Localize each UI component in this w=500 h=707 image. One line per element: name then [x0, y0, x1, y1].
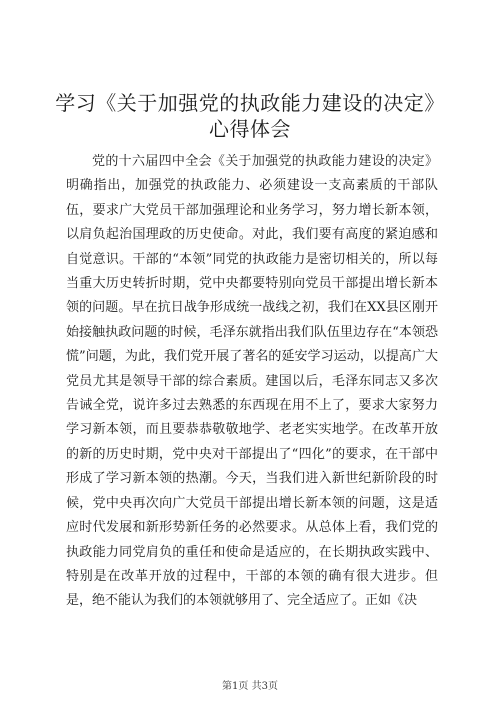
page-number-footer: 第1页 共3页 [222, 681, 278, 692]
body-paragraph: 党的十六届四中全会《关于加强党的执政能力建设的决定》明确指出，加强党的执政能力、必须建设一支高素质的干部队伍，要求广大党员干部加强理论和业务学习，努力增长新本领，以肩负起治国理政的历史使命。对此，我们要有高度的紧迫感和自觉意识。干部的“本领”同党的执政能力是密切相关的，所以每当重大历史转折时期，党中央都要特别向党员干部提出增长新本领的问题。早在抗日战争形成统一战线之初，我们在XX县区刚开始接触执政问题的时候，毛泽东就指出我们队伍里边存在“本领恐慌”问题，为此，我们党开展了著名的延安学习运动，以提高广大党员尤其是领导干部的综合素质。建国以后，毛泽东同志又多次告诫全党，说许多过去熟悉的东西现在用不上了，要求大家努力学习新本领，而且要恭恭敬敬地学、老老实实地学。在改革开放的新的历史时期，党中央对干部提出了“四化”的要求，在干部中形成了学习新本领的热潮。今天，当我们进入新世纪新阶段的时候，党中央再次向广大党员干部提出增长新本领的问题，这是适应时代发展和新形势新任务的必然要求。从总体上看，我们党的执政能力同党肩负的重任和使命是适应的，在长期执政实践中、特别是在改革开放的过程中，干部的本领的确有很大进步。但是，绝不能认为我们的本领就够用了、完全适应了。正如《决 [66, 154, 438, 609]
document-title: 学习《关于加强党的执政能力建设的决定》心得体会 [55, 91, 445, 141]
